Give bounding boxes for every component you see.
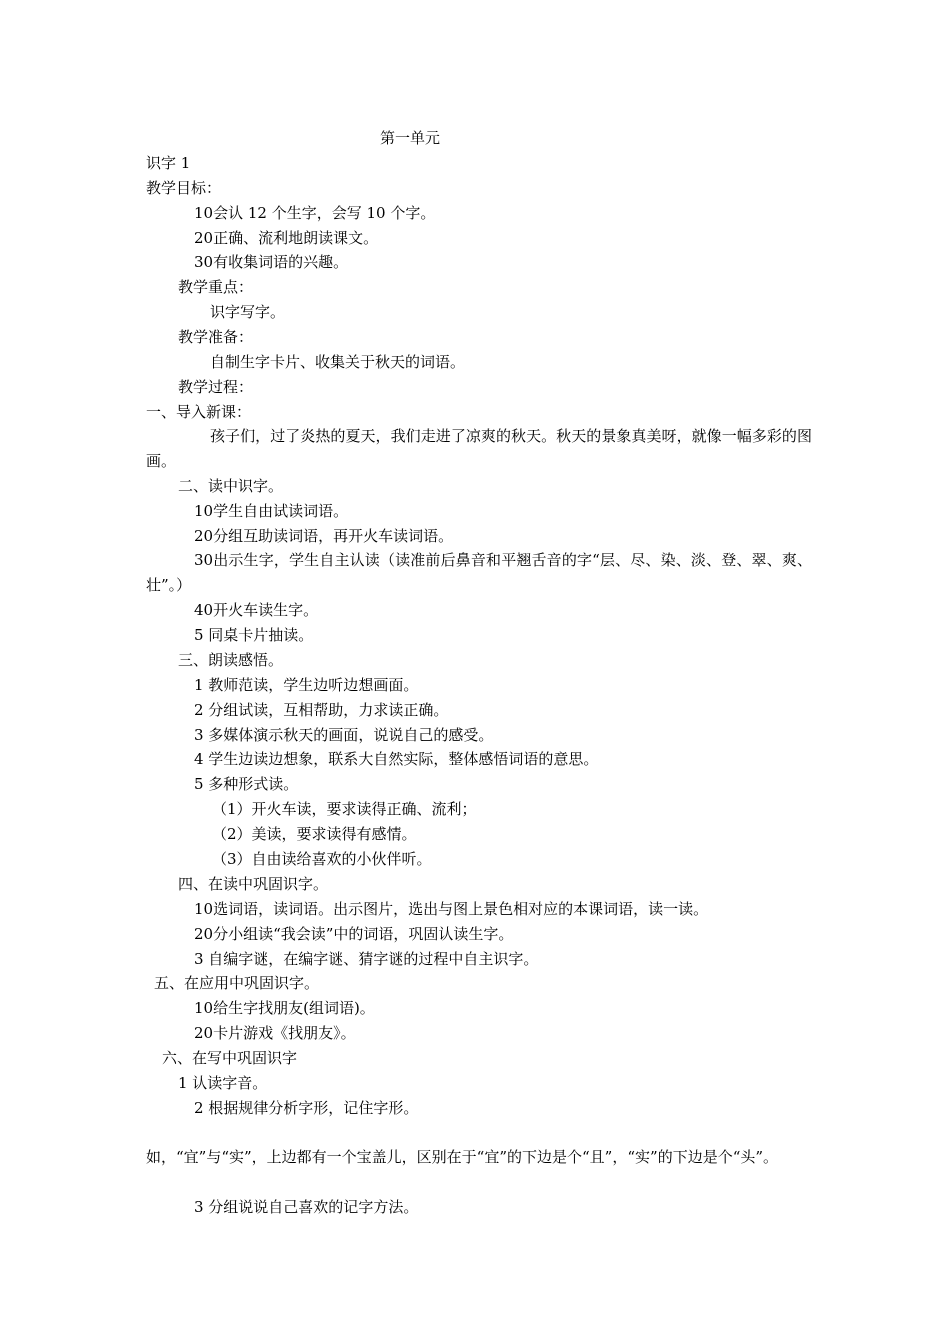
goal-item: 10会认 12 个生字，会写 10 个字。 [194,204,436,222]
list-item: 2 根据规律分析字形，记住字形。 [194,1099,419,1117]
section-heading: 四、在读中巩固识字。 [178,875,329,893]
list-item: 20分组互助读词语，再开火车读词语。 [194,527,454,545]
key-heading: 教学重点： [178,278,254,296]
section-paragraph: 孩子们，过了炎热的夏天，我们走进了凉爽的秋天。秋天的景象真美呀，就像一幅多彩的图画。 [146,427,812,470]
process-heading: 教学过程： [178,378,254,396]
list-item: 1 教师范读，学生边听边想画面。 [194,676,419,694]
list-item: 20分小组读“我会读”中的词语，巩固认读生字。 [194,925,514,943]
list-item: 20卡片游戏《找朋友》。 [194,1024,356,1042]
example-paragraph: 如，“宜”与“实”，上边都有一个宝盖儿，区别在于“宜”的下边是个“且”，“实”的下边是个“头”。 [146,1148,779,1166]
prep-text: 自制生字卡片、收集关于秋天的词语。 [210,353,466,371]
sub-item: （2）美读，要求读得有感情。 [212,825,417,843]
sub-item: （1）开火车读，要求读得正确、流利； [212,800,477,818]
prep-heading: 教学准备： [178,328,254,346]
goals-heading: 教学目标： [146,179,222,197]
list-item: 2 分组试读，互相帮助，力求读正确。 [194,701,449,719]
goal-item: 20正确、流利地朗读课文。 [194,229,379,247]
section-heading: 二、读中识字。 [178,477,284,495]
sub-item: （3）自由读给喜欢的小伙伴听。 [212,850,432,868]
list-item: 1 认读字音。 [178,1074,268,1092]
page-title: 第一单元 [380,129,441,147]
list-item: 30出示生字，学生自主认读（读准前后鼻音和平翘舌音的字“层、尽、染、淡、登、翠、爽、壮”。） [146,551,812,594]
list-item: 10给生字找朋友(组词语)。 [194,999,375,1017]
lesson-title: 识字 1 [146,154,191,172]
list-item: 10选词语，读词语。出示图片，选出与图上景色相对应的本课词语，读一读。 [194,900,709,918]
section-heading: 六、在写中巩固识字 [162,1049,298,1067]
list-item: 10学生自由试读词语。 [194,502,349,520]
section-heading: 五、在应用中巩固识字。 [154,974,320,992]
list-item: 3 自编字谜，在编字谜、猜字谜的过程中自主识字。 [194,950,539,968]
list-item: 5 同桌卡片抽读。 [194,626,314,644]
goal-item: 30有收集词语的兴趣。 [194,253,349,271]
list-item: 3 分组说说自己喜欢的记字方法。 [194,1198,419,1216]
list-item: 40开火车读生字。 [194,601,319,619]
list-item: 4 学生边读边想象，联系大自然实际，整体感悟词语的意思。 [194,750,599,768]
list-item: 5 多种形式读。 [194,775,299,793]
section-heading: 一、导入新课： [146,403,252,421]
key-text: 识字写字。 [210,303,286,321]
section-heading: 三、朗读感悟。 [178,651,284,669]
list-item: 3 多媒体演示秋天的画面，说说自己的感受。 [194,726,494,744]
